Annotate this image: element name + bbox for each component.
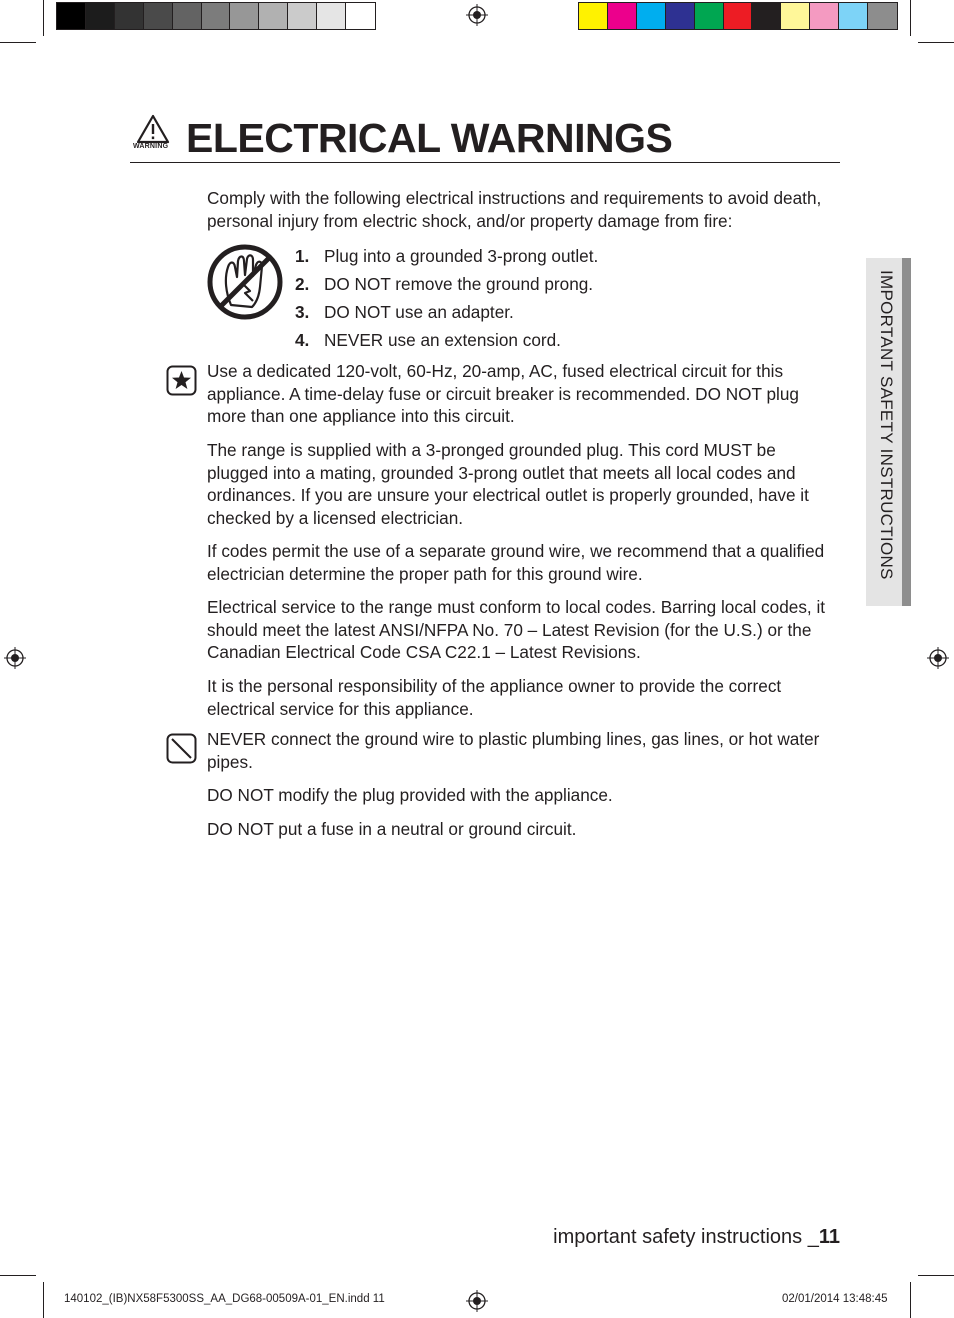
list-item [295,298,598,326]
list-text: Plug into a grounded 3-prong outlet. [324,246,599,266]
color-swatch [317,3,346,29]
note-paragraph: Use a dedicated 120-volt, 60-Hz, 20-amp, AC, fused electrical circuit for this appliance. A time-delay fuse or circuit breaker is recommended. DO NOT plug more than one appliance into this circuit. [207,361,799,426]
color-swatch [288,3,317,29]
crop-mark [43,0,44,36]
crop-mark [910,1282,911,1318]
color-swatch [608,3,637,29]
prohibition-paragraph: DO NOT put a fuse in a neutral or ground circuit. [207,819,577,839]
registration-mark-icon [466,1290,488,1312]
color-swatch [57,3,86,29]
color-swatch [173,3,202,29]
list-text: NEVER use an extension cord. [324,330,561,350]
color-swatch [259,3,288,29]
list-item [295,242,598,270]
note-paragraph: If codes permit the use of a separate ground wire, we recommend that a qualified electrician determine the proper path for this ground wire. [207,541,825,584]
color-swatch [115,3,144,29]
registration-mark-icon [927,647,949,669]
color-swatch [637,3,666,29]
prohibited-icon [166,733,197,764]
crop-mark [43,1282,44,1318]
color-swatch [346,3,375,29]
list-item [295,326,598,354]
registration-mark-icon [4,647,26,669]
side-tab-edge [902,258,911,606]
color-swatch [868,3,897,29]
color-swatch [666,3,695,29]
list-number: 4. [295,330,310,350]
process-color-bar [578,2,898,30]
intro-paragraph: Comply with the following electrical instructions and requirements to avoid death, personal injury from electric shock, and/or property damage from fire: [207,188,822,231]
list-number: 2. [295,274,310,294]
color-swatch [781,3,810,29]
crop-mark [910,0,911,36]
crop-mark [0,42,36,43]
list-text: DO NOT remove the ground prong. [324,274,594,294]
color-swatch [695,3,724,29]
color-swatch [579,3,608,29]
grounding-steps-list [295,242,598,354]
crop-mark [918,42,954,43]
page-footer [553,1226,840,1249]
section-heading [130,108,840,163]
list-number: 1. [295,246,310,266]
warning-label: WARNING [133,143,169,150]
crop-mark [918,1275,954,1276]
grayscale-color-bar [56,2,376,30]
color-swatch [724,3,753,29]
note-paragraph: The range is supplied with a 3-pronged grounded plug. This cord MUST be plugged into a mating, grounded 3-prong outlet that meets all local codes and ordinances. If you are unsure your electrical outlet is properly grounded, have it checked by a licensed electrician. [207,440,809,528]
crop-mark [0,1275,36,1276]
list-item [295,270,598,298]
registration-mark-icon [466,4,488,26]
page-number: 11 [818,1226,840,1248]
note-paragraph: It is the personal responsibility of the appliance owner to provide the correct electrical service for this appliance. [207,676,782,719]
list-text: DO NOT use an adapter. [324,302,514,322]
side-tab-label: IMPORTANT SAFETY INSTRUCTIONS [877,270,896,580]
color-swatch [810,3,839,29]
warning-triangle-icon [130,112,176,158]
color-swatch [144,3,173,29]
color-swatch [202,3,231,29]
color-swatch [86,3,115,29]
color-swatch [839,3,868,29]
prohibition-paragraph: DO NOT modify the plug provided with the appliance. [207,785,613,805]
no-electric-shock-icon [206,243,284,321]
prohibition-paragraph: NEVER connect the ground wire to plastic plumbing lines, gas lines, or hot water pipes. [207,729,820,772]
page-title: ELECTRICAL WARNINGS [186,115,673,161]
color-swatch [752,3,781,29]
star-note-icon [166,365,197,396]
list-number: 3. [295,302,310,322]
print-slug-file: 140102_(IB)NX58F5300SS_AA_DG68-00509A-01_EN.indd 11 [64,1293,385,1305]
color-swatch [230,3,259,29]
footer-section-name: important safety instructions _ [553,1226,819,1248]
print-slug-datetime: 02/01/2014 13:48:45 [782,1293,888,1305]
note-paragraph: Electrical service to the range must conform to local codes. Barring local codes, it should meet the latest ANSI/NFPA No. 70 – Latest Revision (for the U.S.) or the Canadian Electrical Code CSA C22.1 – Latest Revisions. [207,597,826,662]
